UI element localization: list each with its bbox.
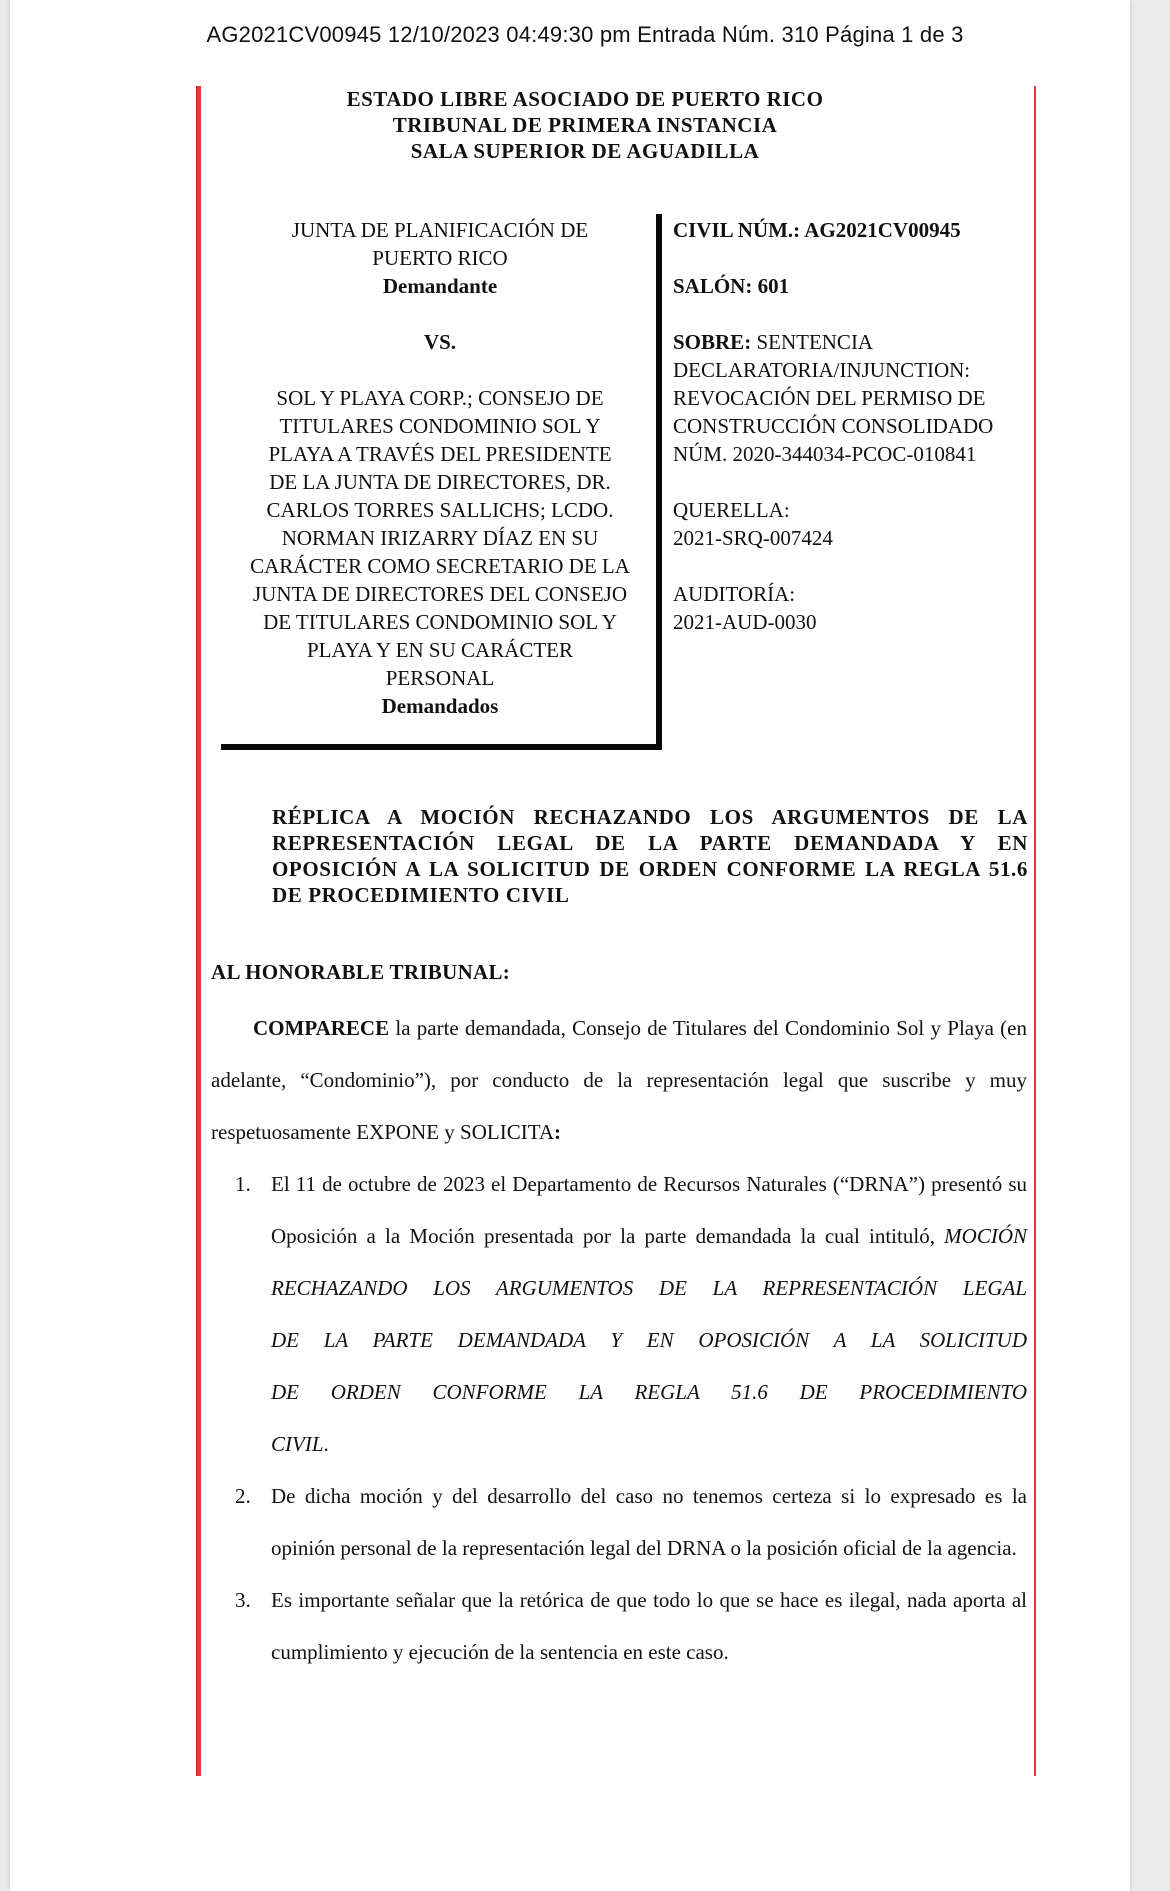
court-line-3: SALA SUPERIOR DE AGUADILLA [410,139,760,163]
list-item [211,1158,1027,1470]
court-line-1: ESTADO LIBRE ASOCIADO DE PUERTO RICO [346,87,824,111]
versus-label: VS. [423,330,457,354]
right-margin-line [1034,86,1036,1776]
defendant-line: CARÁCTER COMO SECRETARIO DE LA [250,554,630,578]
querella-label: QUERELLA: [673,498,790,522]
salutation: AL HONORABLE TRIBUNAL: [211,960,511,984]
sobre-line: CONSTRUCCIÓN CONSOLIDADO [673,414,994,438]
intro-paragraph [211,1002,1027,1158]
defendant-line: PLAYA Y EN SU CARÁCTER [306,638,574,662]
list-item [211,1574,1027,1678]
sobre-line: REVOCACIÓN DEL PERMISO DE [673,386,986,410]
item-text: De dicha moción y del desarrollo del caso no tenemos certeza si lo expresado es la opinión personal de la representación legal del DRNA o la posición oficial de la agencia. [271,1484,1027,1560]
motion-title: RÉPLICA A MOCIÓN RECHAZANDO LOS ARGUMENTOS DE LA REPRESENTACIÓN LEGAL DE LA PARTE DEMANDADA Y EN OPOSICIÓN A LA SOLICITUD DE ORDEN CONFORME LA REGLA 51.6 DE PROCEDIMIENTO CIVIL [272,805,1028,907]
sobre-label: SOBRE: [673,330,752,354]
item-number: 1. [235,1172,251,1196]
defendant-line: JUNTA DE DIRECTORES DEL CONSEJO [252,582,627,606]
plaintiff-role: Demandante [382,274,498,298]
querella-value: 2021-SRQ-007424 [673,526,833,550]
intro-lead: COMPARECE [253,1016,390,1040]
numbered-list [211,1158,1027,1678]
sobre-line: SENTENCIA [756,330,874,354]
sobre-line: NÚM. 2020-344034-PCOC-010841 [673,442,977,466]
salon-number: SALÓN: 601 [673,274,790,298]
left-margin-line [196,86,201,1776]
defendant-line: DE TITULARES CONDOMINIO SOL Y [263,610,617,634]
auditoria-value: 2021-AUD-0030 [673,610,817,634]
defendant-line: TITULARES CONDOMINIO SOL Y [279,414,601,438]
item-number: 3. [235,1588,251,1612]
item-number: 2. [235,1484,251,1508]
item-italic-title: MOCIÓN RECHAZANDO LOS ARGUMENTOS DE LA REPRESENTACIÓN LEGAL DE LA PARTE DEMANDADA Y EN OPOSICIÓN A LA SOLICITUD DE ORDEN CONFORME LA REGLA 51.6 DE PROCEDIMIENTO CIVIL [271,1224,1027,1456]
sobre-block [673,328,1033,356]
item-tail: . [323,1432,329,1456]
civil-number: CIVIL NÚM.: AG2021CV00945 [673,218,961,242]
item-text: Es importante señalar que la retórica de que todo lo que se hace es ilegal, nada aporta al cumplimiento y ejecución de la sentencia en este caso. [271,1588,1027,1664]
defendant-line: PERSONAL [385,666,495,690]
defendant-line: NORMAN IRIZARRY DÍAZ EN SU [281,526,599,550]
defendant-line: DE LA JUNTA DE DIRECTORES, DR. [269,470,611,494]
sobre-line: DECLARATORIA/INJUNCTION: [673,358,971,382]
defendants-role: Demandados [381,694,499,718]
auditoria-label: AUDITORÍA: [673,582,796,606]
caption-case-info [673,216,1033,636]
caption-bottom-border [221,744,662,750]
defendant-line: PLAYA A TRAVÉS DEL PRESIDENTE [268,442,612,466]
plaintiff-line-2: PUERTO RICO [372,246,508,270]
defendant-line: CARLOS TORRES SALLICHS; LCDO. [266,498,614,522]
defendant-line: SOL Y PLAYA CORP.; CONSEJO DE [276,386,604,410]
caption-parties [230,216,650,720]
intro-text: la parte demandada, Consejo de Titulares del Condominio Sol y Playa (en adelante, “Condominio”), por conducto de la representación legal que suscribe y muy respetuosamente EXPONE y SOLICITA [211,1016,1027,1144]
item-text: El 11 de octubre de 2023 el Departamento de Recursos Naturales (“DRNA”) presentó su Oposición a la Moción presentada por la parte demandada la cual intituló, [271,1172,1027,1248]
plaintiff-line-1: JUNTA DE PLANIFICACIÓN DE [291,218,589,242]
intro-colon: : [554,1120,562,1144]
court-line-2: TRIBUNAL DE PRIMERA INSTANCIA [392,113,778,137]
caption-vertical-border [656,214,662,750]
filing-stamp: AG2021CV00945 12/10/2023 04:49:30 pm Entrada Núm. 310 Página 1 de 3 [206,22,964,47]
list-item [211,1470,1027,1574]
